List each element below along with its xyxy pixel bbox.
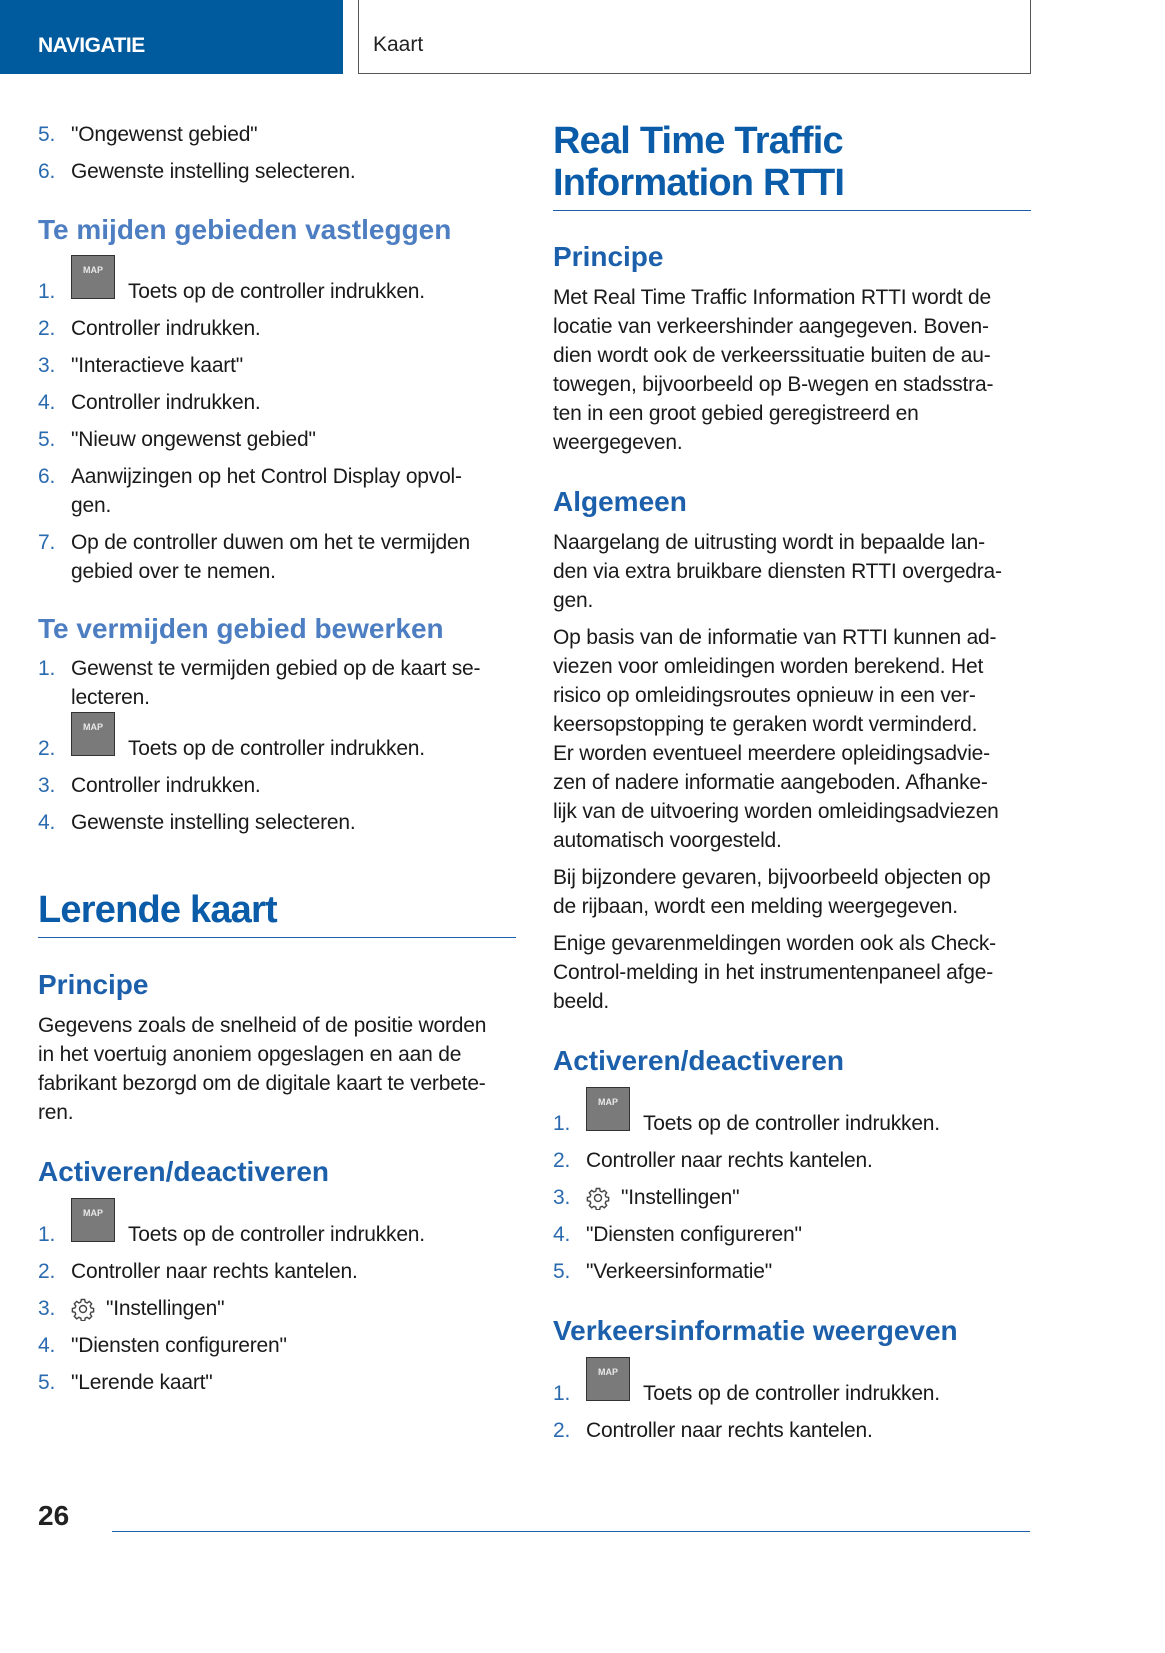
map-button-icon bbox=[586, 1087, 630, 1131]
step-text: "Lerende kaart" bbox=[71, 1371, 213, 1394]
steps-list bbox=[553, 1367, 1033, 1453]
list-item bbox=[38, 425, 518, 454]
step-number: 5. bbox=[38, 123, 56, 146]
step-number: 5. bbox=[38, 428, 56, 451]
step-text: "Instellingen" bbox=[621, 1186, 740, 1209]
map-button-icon bbox=[71, 255, 115, 299]
list-item bbox=[38, 265, 518, 306]
steps-list bbox=[38, 1208, 518, 1405]
step-text: Controller naar rechts kantelen. bbox=[586, 1149, 873, 1172]
list-item bbox=[38, 808, 518, 837]
section-heading: Principe bbox=[553, 241, 664, 272]
gear-icon bbox=[71, 1297, 95, 1321]
list-item bbox=[38, 722, 518, 763]
step-number: 1. bbox=[553, 1382, 571, 1405]
map-icon-label: MAP bbox=[598, 1367, 618, 1377]
steps-list bbox=[553, 1097, 1033, 1294]
step-number: 1. bbox=[38, 280, 56, 303]
chapter-heading: Real Time Traffic Information RTTI bbox=[553, 120, 845, 204]
section-heading: Te mijden gebieden vastleggen bbox=[38, 214, 452, 245]
paragraph: Enige gevarenmeldingen worden ook als Check- Control-melding in het instrumentenpaneel afge- beeld. bbox=[553, 932, 996, 1013]
step-text: Gewenste instelling selecteren. bbox=[71, 160, 356, 183]
gear-icon bbox=[586, 1186, 610, 1210]
map-button-icon bbox=[71, 712, 115, 756]
paragraph: Bij bijzondere gevaren, bijvoorbeeld objecten op de rijbaan, wordt een melding weergegeven. bbox=[553, 866, 991, 918]
map-icon-label: MAP bbox=[83, 1208, 103, 1218]
list-item bbox=[38, 351, 518, 380]
step-text: "Interactieve kaart" bbox=[71, 354, 243, 377]
list-item bbox=[38, 528, 518, 586]
list-item bbox=[38, 1368, 518, 1397]
step-number: 1. bbox=[38, 1223, 56, 1246]
list-item bbox=[38, 1208, 518, 1249]
step-number: 2. bbox=[553, 1149, 571, 1172]
list-item bbox=[553, 1416, 1033, 1445]
list-item bbox=[553, 1146, 1033, 1175]
step-text: Toets op de controller indrukken. bbox=[643, 1112, 940, 1135]
chapter-tab bbox=[358, 0, 1031, 74]
step-number: 4. bbox=[553, 1223, 571, 1246]
step-text: Op de controller duwen om het te vermijden gebied over te nemen. bbox=[71, 531, 470, 583]
footer-rule bbox=[112, 1531, 1030, 1532]
section-heading: Verkeersinformatie weergeven bbox=[553, 1315, 958, 1346]
step-number: 2. bbox=[38, 317, 56, 340]
list-item bbox=[553, 1183, 1033, 1212]
steps-list bbox=[38, 654, 518, 845]
step-number: 5. bbox=[553, 1260, 571, 1283]
step-text: "Nieuw ongewenst gebied" bbox=[71, 428, 316, 451]
list-item bbox=[38, 1331, 518, 1360]
step-text: "Ongewenst gebied" bbox=[71, 123, 258, 146]
step-number: 1. bbox=[38, 657, 56, 680]
section-heading: Te vermijden gebied bewerken bbox=[38, 613, 444, 644]
list-item bbox=[553, 1367, 1033, 1408]
section-heading: Principe bbox=[38, 969, 149, 1000]
step-text: "Verkeersinformatie" bbox=[586, 1260, 772, 1283]
step-text: Gewenste instelling selecteren. bbox=[71, 811, 356, 834]
steps-list bbox=[38, 265, 518, 594]
step-number: 7. bbox=[38, 531, 56, 554]
list-item bbox=[38, 462, 518, 520]
step-number: 6. bbox=[38, 160, 56, 183]
step-number: 3. bbox=[38, 354, 56, 377]
list-item bbox=[38, 314, 518, 343]
step-text: "Diensten configureren" bbox=[586, 1223, 802, 1246]
step-text: Controller naar rechts kantelen. bbox=[586, 1419, 873, 1442]
map-icon-label: MAP bbox=[598, 1097, 618, 1107]
section-tab bbox=[0, 0, 343, 74]
list-item bbox=[38, 1257, 518, 1286]
step-text: Toets op de controller indrukken. bbox=[128, 280, 425, 303]
step-text: Controller indrukken. bbox=[71, 774, 261, 797]
section-title: NAVIGATIE bbox=[38, 34, 145, 57]
step-number: 5. bbox=[38, 1371, 56, 1394]
paragraph: Op basis van de informatie van RTTI kunnen ad- viezen voor omleidingen worden berekend. Het risico op omleidingsroutes opnieuw in een ver- keersopstopping te geraken wordt verminderd. Er worden eventueel meerdere opleidingsadvie- zen of nadere informatie aangeboden. Afhanke- lijk van de uitvoering worden omleidingsadviezen automatisch voorgesteld. bbox=[553, 626, 999, 852]
step-number: 6. bbox=[38, 465, 56, 488]
step-text: Toets op de controller indrukken. bbox=[643, 1382, 940, 1405]
step-number: 2. bbox=[553, 1419, 571, 1442]
step-number: 4. bbox=[38, 391, 56, 414]
list-item bbox=[38, 157, 518, 186]
list-item bbox=[38, 388, 518, 417]
step-text: Gewenst te vermijden gebied op de kaart se- lecteren. bbox=[71, 657, 481, 709]
step-text: Toets op de controller indrukken. bbox=[128, 1223, 425, 1246]
paragraph: Gegevens zoals de snelheid of de positie worden in het voertuig anoniem opgeslagen en aan de fabrikant bezorgd om de digitale kaart te verbete- ren. bbox=[38, 1014, 487, 1124]
step-text: Controller naar rechts kantelen. bbox=[71, 1260, 358, 1283]
step-text: Toets op de controller indrukken. bbox=[128, 737, 425, 760]
list-item bbox=[553, 1257, 1033, 1286]
chapter-title: Kaart bbox=[373, 33, 424, 56]
list-item bbox=[553, 1220, 1033, 1249]
step-number: 2. bbox=[38, 737, 56, 760]
step-text: Controller indrukken. bbox=[71, 391, 261, 414]
list-item bbox=[38, 654, 518, 712]
step-number: 1. bbox=[553, 1112, 571, 1135]
map-icon-label: MAP bbox=[83, 265, 103, 275]
list-item bbox=[38, 771, 518, 800]
step-text: "Instellingen" bbox=[106, 1297, 225, 1320]
list-item bbox=[553, 1097, 1033, 1138]
list-item bbox=[38, 120, 518, 149]
step-number: 3. bbox=[553, 1186, 571, 1209]
divider bbox=[38, 937, 516, 938]
map-button-icon bbox=[586, 1357, 630, 1401]
section-heading: Activeren/deactiveren bbox=[38, 1156, 330, 1187]
step-number: 3. bbox=[38, 1297, 56, 1320]
divider bbox=[553, 210, 1031, 211]
step-number: 4. bbox=[38, 1334, 56, 1357]
list-item bbox=[38, 1294, 518, 1323]
step-number: 2. bbox=[38, 1260, 56, 1283]
map-icon-label: MAP bbox=[83, 722, 103, 732]
step-text: "Diensten configureren" bbox=[71, 1334, 287, 1357]
chapter-heading: Lerende kaart bbox=[38, 889, 277, 931]
section-heading: Activeren/deactiveren bbox=[553, 1045, 845, 1076]
map-button-icon bbox=[71, 1198, 115, 1242]
step-text: Aanwijzingen op het Control Display opvol- gen. bbox=[71, 465, 462, 517]
step-text: Controller indrukken. bbox=[71, 317, 261, 340]
paragraph: Naargelang de uitrusting wordt in bepaalde lan- den via extra bruikbare diensten RTTI overgedra- gen. bbox=[553, 531, 1002, 612]
steps-list bbox=[38, 120, 518, 194]
section-heading: Algemeen bbox=[553, 486, 687, 517]
step-number: 4. bbox=[38, 811, 56, 834]
paragraph: Met Real Time Traffic Information RTTI wordt de locatie van verkeershinder aangegeven. Boven- dien wordt ook de verkeerssituatie buiten de au- towegen, bijvoorbeeld op B-wegen en stadsstra- ten in een groot gebied geregistreerd en weergegeven. bbox=[553, 286, 994, 454]
step-number: 3. bbox=[38, 774, 56, 797]
page-number: 26 bbox=[38, 1500, 70, 1531]
